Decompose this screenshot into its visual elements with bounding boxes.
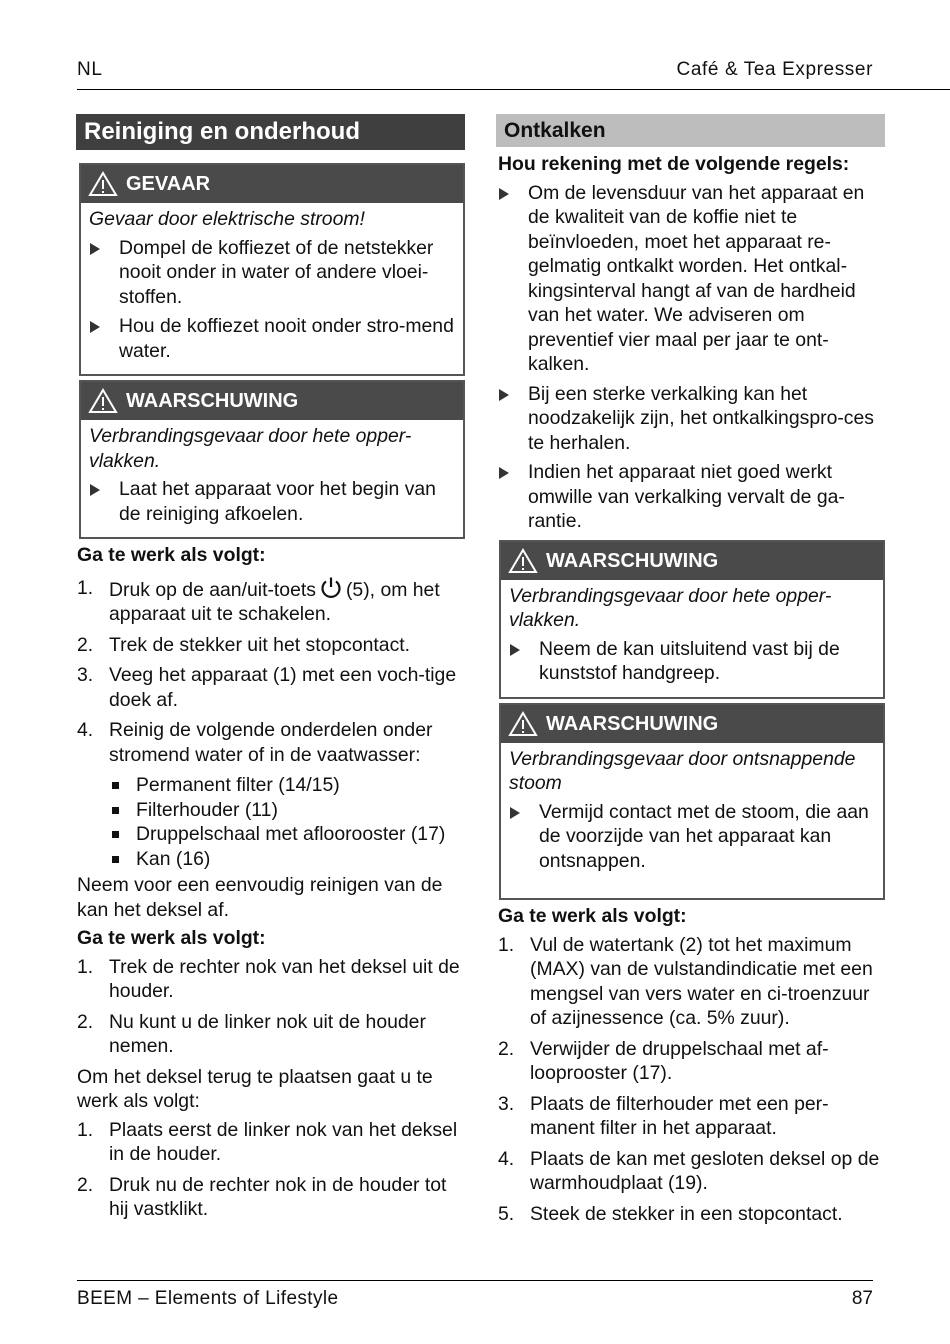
warning-lead: Verbrandingsgevaar door ontsnappende stoom (509, 747, 856, 794)
warning-triangle-icon (88, 171, 118, 197)
list-item: Om de levensduur van het apparaat en de kwaliteit van de koffie niet te beïnvloeden, moet het apparaat re-gelmatig ontkalkt worden. Het ontkal-kingsinterval hangt af van de hardheid van het water. We adviseren om preventief vier maal per jaar te ont-kalken. (498, 181, 885, 377)
step-item: 4. Reinig de volgende onderdelen onder stromend water of in de vaatwasser: (77, 719, 433, 766)
warning-triangle-icon (88, 388, 118, 414)
danger-label: GEVAAR (126, 173, 211, 195)
step-item: 2. Druk nu de rechter nok in de houder tot hij vastklikt. (77, 1173, 447, 1220)
step-item: 2. Nu kunt u de linker nok uit de houder nemen. (77, 1010, 426, 1057)
product-name: Café & Tea Expresser (676, 59, 873, 80)
section-title-descaling: Ontkalken (496, 114, 885, 147)
bullet-arrow-icon (510, 807, 520, 819)
note-text: Neem voor een eenvoudig reinigen van de kan het deksel af. (77, 874, 443, 921)
step-item: 3. Plaats de filterhouder met een per-manent filter in het apparaat. (498, 1092, 829, 1139)
warning-label: WAARSCHUWING (126, 390, 299, 412)
list-item: Neem de kan uitsluitend vast bij de kunststof handgreep. (509, 637, 875, 686)
step-item: 2. Trek de stekker uit het stopcontact. (77, 633, 411, 656)
list-item: Druppelschaal met afloorooster (17) (110, 822, 465, 847)
list-item: Filterhouder (11) (110, 798, 465, 823)
bullet-arrow-icon (90, 243, 100, 255)
warning-header (501, 542, 883, 580)
page-number: 87 (851, 1288, 873, 1309)
left-column (76, 114, 465, 1228)
step-item: 2. Verwijder de druppelschaal met af-looprooster (17). (498, 1037, 829, 1084)
step-item: 5. Steek de stekker in een stopcontact. (498, 1202, 843, 1225)
bullet-arrow-icon (499, 467, 509, 479)
list-item: Laat het apparaat voor het begin van de reiniging afkoelen. (89, 477, 455, 526)
warning-box (499, 703, 885, 901)
list-item: Bij een sterke verkalking kan het noodzakelijk zijn, het ontkalkingspro-ces te herhalen. (498, 382, 885, 456)
warning-triangle-icon (508, 711, 538, 737)
warning-label: WAARSCHUWING (546, 712, 719, 735)
square-bullet-icon (112, 782, 119, 789)
power-button-icon (319, 576, 343, 600)
footer-rule (77, 1280, 873, 1281)
step-item: 1. Vul de watertank (2) tot het maximum (MAX) van de vulstandindicatie met een mengsel van vers water en ci-troenzuur of azijnessence (ca. 5% zuur). (498, 933, 873, 1029)
bullet-arrow-icon (90, 321, 100, 333)
warning-header (81, 382, 463, 420)
warning-box (499, 540, 885, 699)
warning-box (79, 380, 465, 539)
section-title-cleaning: Reiniging en onderhoud (76, 114, 465, 150)
header-rule (77, 89, 950, 90)
warning-label: WAARSCHUWING (546, 549, 719, 572)
brand-name: BEEM – Elements of Lifestyle (77, 1288, 339, 1309)
procedure-heading: Ga te werk als volgt: (77, 927, 266, 949)
warning-lead: Verbrandingsgevaar door hete opper-vlakken. (509, 584, 832, 631)
step-item: 4. Plaats de kan met gesloten deksel op de warmhoudplaat (19). (498, 1147, 880, 1194)
square-bullet-icon (112, 856, 119, 863)
warning-triangle-icon (508, 548, 538, 574)
step-item: 1. Trek de rechter nok van het deksel uit de houder. (77, 955, 460, 1002)
step-item: 3. Veeg het apparaat (1) met een voch-tige doek af. (77, 664, 457, 711)
rules-heading: Hou rekening met de volgende regels: (498, 153, 850, 175)
square-bullet-icon (112, 807, 119, 814)
list-item: Kan (16) (110, 847, 465, 872)
note-text: Om het deksel terug te plaatsen gaat u te werk als volgt: (77, 1065, 433, 1112)
procedure-heading: Ga te werk als volgt: (498, 905, 687, 927)
list-item: Permanent filter (14/15) (110, 773, 465, 798)
danger-box (79, 163, 465, 376)
danger-lead: Gevaar door elektrische stroom! (89, 208, 365, 230)
page-header (77, 58, 873, 82)
square-bullet-icon (112, 831, 119, 838)
step-item: 1. Druk op de aan/uit-toets (5), om het apparaat uit te schakelen. (77, 576, 440, 625)
procedure-heading: Ga te werk als volgt: (77, 544, 266, 566)
warning-header (501, 705, 883, 743)
list-item: Dompel de koffiezet of de netstekker nooit onder in water of andere vloei-stoffen. (89, 236, 455, 310)
bullet-arrow-icon (499, 389, 509, 401)
bullet-arrow-icon (510, 644, 520, 656)
bullet-arrow-icon (90, 484, 100, 496)
step-item: 1. Plaats eerst de linker nok van het deksel in de houder. (77, 1118, 458, 1165)
danger-header (81, 165, 463, 203)
bullet-arrow-icon (499, 188, 509, 200)
list-item: Vermijd contact met de stoom, die aan de voorzijde van het apparaat kan ontsnappen. (509, 800, 875, 874)
warning-lead: Verbrandingsgevaar door hete opper-vlakken. (89, 425, 412, 472)
list-item: Hou de koffiezet nooit onder stro-mend water. (89, 314, 455, 363)
parts-list (77, 773, 465, 871)
language-code: NL (77, 59, 103, 80)
right-column (496, 114, 885, 1232)
list-item: Indien het apparaat niet goed werkt omwille van verkalking vervalt de ga-rantie. (498, 460, 885, 534)
